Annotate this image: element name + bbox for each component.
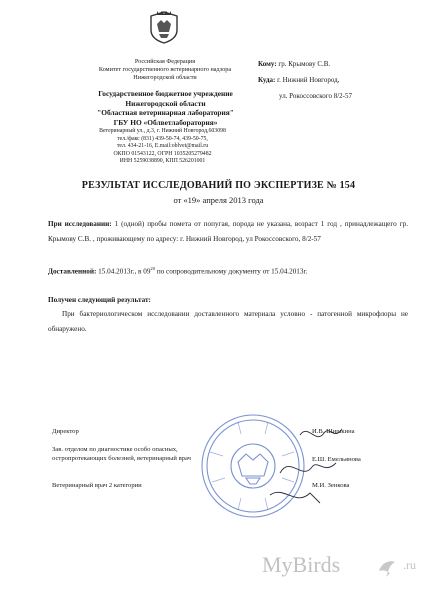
result-text: При бактериологическом исследовании доставленного материала условно - патогенной микрофлоры не обнаружено. (48, 310, 408, 333)
recipient-where-value: г. Нижний Новгород, (277, 76, 340, 84)
watermark-text: MyBirds (262, 552, 341, 577)
org-line-2: Нижегородской области (125, 98, 206, 108)
signature-role-head-department: Зав. отделом по диагностике особо опасных, остропротекающих болезней, ветеринарный врач (52, 446, 191, 462)
watermark-domain: .ru (403, 558, 416, 572)
study-paragraph (48, 217, 408, 246)
study-text: 1 (одной) пробы помета от попугая, порода не указана, возраст 1 год , принадлежащего гр. Крымову С.В. , проживающему по адресу: г. Нижний Новгород, ул Рокоссовского, 8/2-57 (48, 220, 408, 243)
document-title: РЕЗУЛЬТАТ ИССЛЕДОВАНИЙ ПО ЭКСПЕРТИЗЕ № 154 (81, 180, 356, 191)
signature-role-director: Директор (52, 428, 79, 435)
recipient-to-label: Кому: (258, 60, 277, 68)
header-committee: Комитет государственного ветеринарного надзора (98, 66, 232, 73)
contact-phone-email: тел. 434-21-16, E.mail:oblvet@mail.ru (116, 143, 209, 150)
delivered-label: Доставленной: (48, 267, 97, 276)
delivered-paragraph (48, 262, 408, 279)
contact-block (55, 128, 270, 166)
recipient-to-value: гр. Крымову С.В. (278, 60, 331, 68)
header-country: Российская Федерация (134, 58, 196, 65)
recipient-where-label: Куда: (258, 76, 276, 84)
handwritten-signatures-icon (120, 415, 437, 515)
contact-inn: ИНН 5259038890, КПП 526201001 (119, 158, 206, 165)
contact-phone-fax: тел./факс (831) 439-50-74, 439-50-75, (117, 135, 208, 142)
signature-name-vet: М.И. Зенкова (312, 482, 350, 489)
recipient-where (258, 76, 339, 85)
document-date: от «19» апреля 2013 года (173, 195, 264, 205)
signature-name-director: И.В. Шишкина (312, 428, 355, 435)
delivered-text-before: 15.04.2013г., в 09 (98, 267, 151, 276)
signature-name-head-department: Е.Ш. Емельянова (312, 456, 361, 463)
recipient-to (258, 60, 330, 69)
org-line-4: ГБУ НО «Облветлаборатория» (113, 117, 218, 127)
delivered-text-after: по сопроводительному документу от 15.04.2013г. (156, 267, 308, 276)
contact-okpo: ОКПО 01543122, ОГРН 1035205279482 (113, 150, 212, 157)
contact-address: Ветеринарный ул., д.3, г. Нижний Новгород,603098 (99, 128, 226, 134)
recipient-street: ул. Рокоссовского 8/2-57 (279, 92, 352, 100)
coat-of-arms-icon (147, 10, 181, 44)
header-region: Нижегородской области (133, 74, 197, 81)
delivered-time-minutes: 20 (150, 266, 156, 271)
result-heading: Получен следующий результат: (48, 296, 151, 304)
org-line-3: "Областная ветеринарная лаборатория" (97, 108, 234, 118)
org-line-1: Государственное бюджетное учреждение (98, 89, 233, 98)
study-label: При исследовании: (48, 220, 112, 228)
signature-role-vet: Ветеринарный врач 2 категории (52, 482, 142, 489)
bird-icon (376, 556, 398, 578)
organization-block (58, 89, 273, 127)
